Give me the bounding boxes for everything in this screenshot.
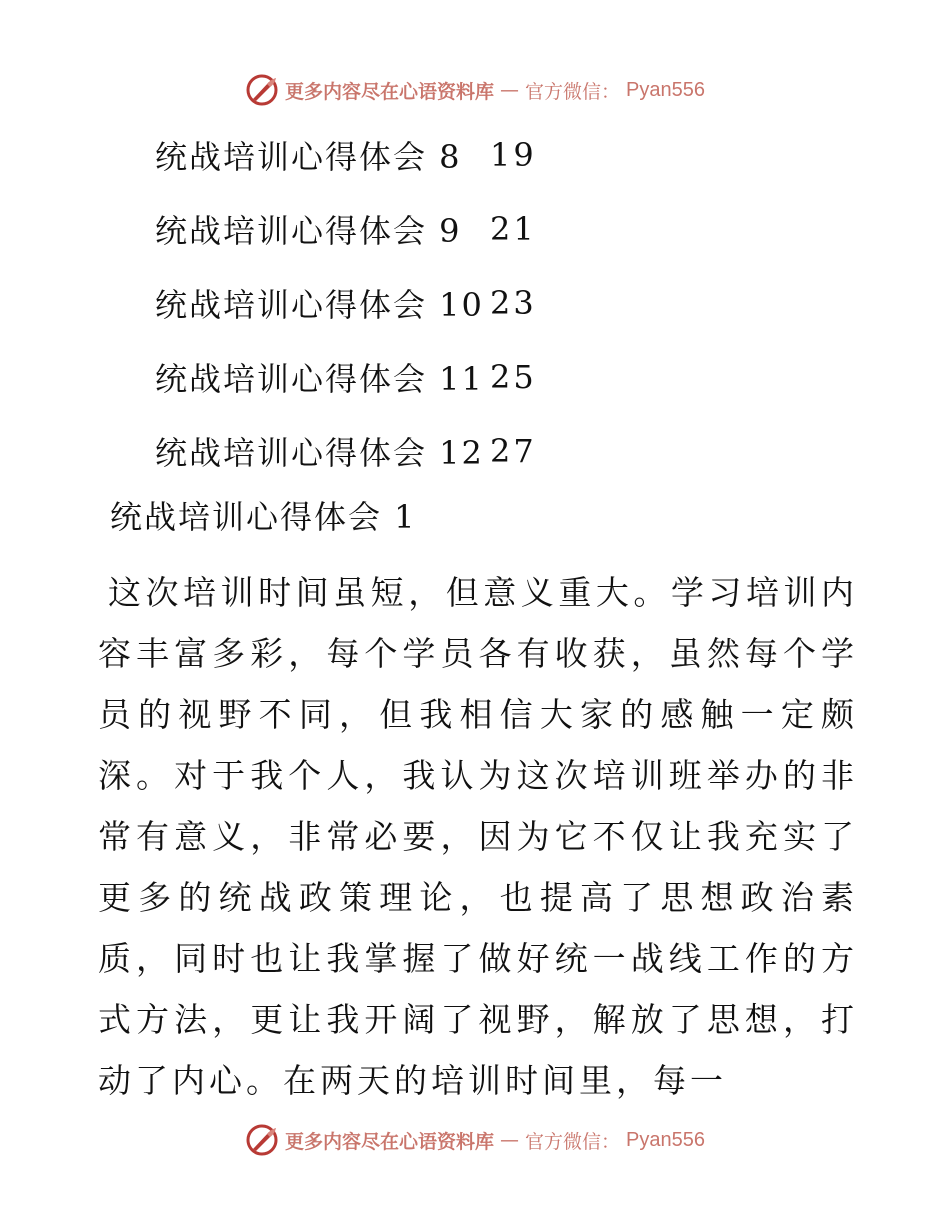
section-title: 统战培训心得体会 1 xyxy=(110,498,417,536)
header-watermark-banner xyxy=(0,70,950,110)
banner-wechat-id: Pyan556 xyxy=(626,1128,705,1151)
toc-entry-page: 23 xyxy=(490,284,537,322)
toc-entry-page: 19 xyxy=(490,136,537,174)
toc-entry-title: 统战培训心得体会 12 xyxy=(155,434,484,472)
quill-logo-icon xyxy=(245,1123,279,1157)
quill-logo-icon xyxy=(245,73,279,107)
table-of-contents xyxy=(155,118,537,488)
banner-wechat-id: Pyan556 xyxy=(626,78,705,101)
banner-dash: — xyxy=(500,79,520,101)
toc-entry[interactable] xyxy=(155,414,537,488)
banner-text: 更多内容尽在心语资料库 xyxy=(285,80,495,103)
banner-wechat-label: 官方微信： xyxy=(525,80,621,103)
banner-text: 更多内容尽在心语资料库 xyxy=(285,1130,495,1153)
toc-entry[interactable] xyxy=(155,118,537,192)
toc-entry-title: 统战培训心得体会 8 xyxy=(155,138,462,176)
toc-entry-page: 27 xyxy=(490,432,537,470)
toc-entry[interactable] xyxy=(155,266,537,340)
toc-entry-title: 统战培训心得体会 9 xyxy=(155,212,462,250)
banner-dash: — xyxy=(500,1129,520,1151)
toc-entry-title: 统战培训心得体会 11 xyxy=(155,360,484,398)
toc-entry-page: 25 xyxy=(490,358,537,396)
banner-wechat-label: 官方微信： xyxy=(525,1130,621,1153)
toc-entry-page: 21 xyxy=(490,210,537,248)
toc-entry[interactable] xyxy=(155,340,537,414)
body-paragraph: 这次培训时间虽短，但意义重大。学习培训内容丰富多彩，每个学员各有收获，虽然每个学员的视野不同，但我相信大家的感触一定颇深。对于我个人，我认为这次培训班举办的非常有意义，非常必要，因为它不仅让我充实了更多的统战政策理论，也提高了思想政治素质，同时也让我掌握了做好统一战线工作的方式方法，更让我开阔了视野，解放了思想，打动了内心。在两天的培训时间里，每一 xyxy=(98,573,858,1100)
toc-entry[interactable] xyxy=(155,192,537,266)
footer-watermark-banner xyxy=(0,1120,950,1160)
toc-entry-title: 统战培训心得体会 10 xyxy=(155,286,484,324)
